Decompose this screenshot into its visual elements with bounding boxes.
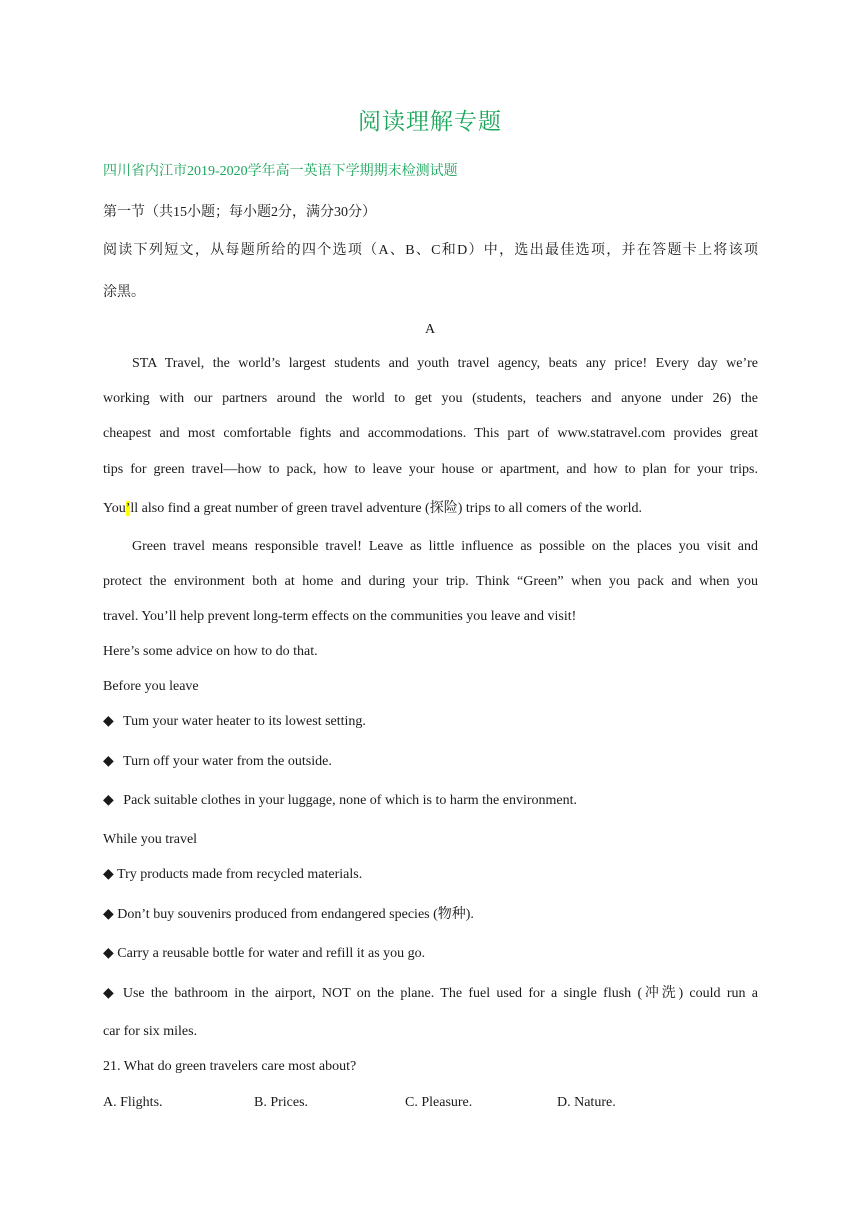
para2-line-2: protect the environment both at home and during your trip. Think “Green” when you pack and when you: [103, 574, 758, 589]
passage-label: A: [424, 322, 436, 337]
para1-line-1: STA Travel, the world’s largest students and youth travel agency, beats any price! Every day we’re: [132, 356, 758, 371]
option-d: D. Nature.: [557, 1095, 616, 1110]
while-item: [103, 866, 362, 884]
while-item: [103, 945, 425, 963]
instructions-line-1: 阅读下列短文，从每题所给的四个选项（A、B、C和D）中，选出最佳选项，并在答题卡上将该项: [103, 243, 758, 258]
para1-line-3: cheapest and most comfortable fights and accommodations. This part of www.statravel.com provides great: [103, 426, 758, 441]
instructions-line-2: 涂黑。: [103, 285, 145, 300]
para1-line-5: [103, 500, 642, 518]
diamond-bullet-icon: ◆: [103, 793, 114, 808]
diamond-bullet-icon: ◆: [103, 714, 114, 729]
document-title: 阅读理解专题: [358, 109, 502, 134]
while-heading: While you travel: [103, 832, 198, 847]
para1-line-2: working with our partners around the world to get you (students, teachers and anyone under 26) the: [103, 391, 758, 406]
diamond-bullet-icon: ◆: [103, 754, 114, 769]
para1-line-4: tips for green travel—how to pack, how to leave your house or apartment, and how to plan for your trips.: [103, 462, 758, 477]
document-subtitle: 四川省内江市2019-2020学年高一英语下学期期末检测试题: [103, 164, 458, 179]
before-item-text: Tum your water heater to its lowest setting.: [123, 714, 366, 729]
option-b: B. Prices.: [254, 1095, 309, 1110]
advice-intro: Here’s some advice on how to do that.: [103, 644, 318, 659]
while-item-text: Use the bathroom in the airport, NOT on the plane. The fuel used for a single flush (冲洗) could run a: [122, 986, 758, 1001]
while-item-text: Carry a reusable bottle for water and refill it as you go.: [117, 946, 426, 961]
while-item: [103, 985, 758, 1003]
question-stem: 21. What do green travelers care most about?: [103, 1059, 357, 1074]
while-item-text: Try products made from recycled materials.: [117, 867, 363, 882]
while-item-continuation: car for six miles.: [103, 1024, 198, 1039]
para2-line-1: Green travel means responsible travel! Leave as little influence as possible on the places you visit and: [132, 539, 758, 554]
before-item: [103, 713, 366, 731]
before-heading: Before you leave: [103, 679, 199, 694]
option-a: A. Flights.: [103, 1095, 163, 1110]
before-item-text: Turn off your water from the outside.: [123, 754, 332, 769]
before-item: [103, 792, 577, 810]
before-item: [103, 753, 332, 771]
while-item: [103, 906, 474, 924]
para2-line-3: travel. You’ll help prevent long-term effects on the communities you leave and visit!: [103, 609, 577, 624]
para1-line-5-end: ll also find a great number of green travel adventure (探险) trips to all comers of the world.: [130, 501, 642, 516]
highlight-mark: ’: [125, 501, 131, 516]
option-c: C. Pleasure.: [405, 1095, 473, 1110]
section-header: 第一节（共15小题；每小题2分，满分30分）: [103, 205, 376, 220]
diamond-bullet-icon: ◆: [103, 946, 114, 961]
para1-line-5-start: You: [103, 501, 126, 516]
diamond-bullet-icon: ◆: [103, 867, 114, 882]
diamond-bullet-icon: ◆: [103, 907, 114, 922]
diamond-bullet-icon: ◆: [103, 986, 117, 1001]
while-item-text: Don’t buy souvenirs produced from endangered species (物种).: [117, 907, 474, 922]
before-item-text: Pack suitable clothes in your luggage, none of which is to harm the environment.: [123, 793, 578, 808]
